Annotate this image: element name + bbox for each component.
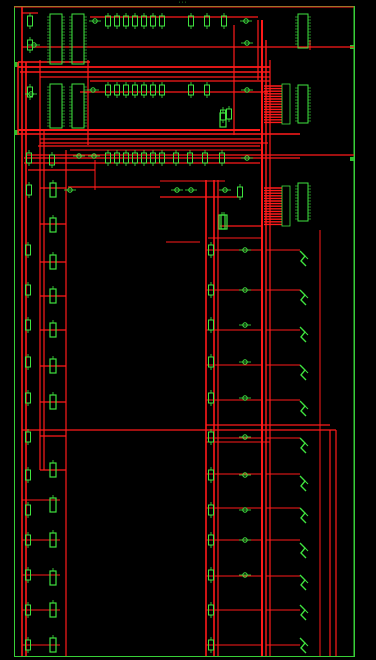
component-layer: [25, 13, 311, 653]
capacitor-body: [50, 571, 56, 585]
transistor-icon[interactable]: [300, 508, 308, 523]
ic-chip-icon[interactable]: [295, 14, 311, 48]
resistor-icon[interactable]: [189, 13, 194, 29]
resistor-icon[interactable]: [209, 390, 214, 406]
transistor-body: [300, 508, 306, 523]
resistor-body: [160, 85, 165, 95]
resistor-icon[interactable]: [124, 13, 129, 29]
resistor-body: [209, 432, 214, 442]
resistor-body: [133, 85, 138, 95]
resistor-icon[interactable]: [209, 467, 214, 483]
resistor-body: [189, 85, 194, 95]
ic-body: [298, 14, 308, 48]
ic-chip-icon[interactable]: [47, 84, 65, 128]
diode-icon[interactable]: [239, 248, 251, 252]
transistor-body: [300, 290, 306, 305]
resistor-icon[interactable]: [189, 82, 194, 98]
capacitor-icon[interactable]: [50, 286, 56, 303]
connector-body: [282, 84, 290, 124]
diode-icon[interactable]: [185, 188, 197, 192]
diode-icon[interactable]: [171, 188, 183, 192]
capacitor-body: [50, 218, 56, 232]
capacitor-icon[interactable]: [50, 252, 56, 269]
resistor-icon[interactable]: [209, 567, 214, 583]
transistor-icon[interactable]: [300, 438, 308, 453]
window-title: ···: [178, 0, 188, 6]
ic-chip-icon[interactable]: [295, 85, 311, 123]
resistor-icon[interactable]: [209, 502, 214, 518]
capacitor-icon[interactable]: [50, 600, 56, 617]
resistor-icon[interactable]: [124, 82, 129, 98]
ic-chip-icon[interactable]: [47, 14, 65, 64]
transistor-body: [300, 251, 306, 266]
resistor-icon[interactable]: [227, 106, 232, 122]
capacitor-icon[interactable]: [50, 460, 56, 477]
resistor-icon[interactable]: [160, 13, 165, 29]
resistor-body: [142, 85, 147, 95]
resistor-body: [209, 505, 214, 515]
capacitor-icon[interactable]: [50, 530, 56, 547]
transistor-emitter: [305, 370, 308, 373]
resistor-icon[interactable]: [209, 354, 214, 370]
capacitor-icon[interactable]: [50, 635, 56, 652]
diode-icon[interactable]: [240, 19, 252, 23]
diode-icon[interactable]: [241, 41, 253, 45]
transistor-icon[interactable]: [300, 365, 308, 380]
ic-body: [50, 14, 62, 64]
transistor-body: [300, 401, 306, 416]
transistor-body: [300, 638, 306, 653]
resistor-body: [115, 85, 120, 95]
transistor-icon[interactable]: [300, 251, 308, 266]
diode-icon[interactable]: [219, 188, 231, 192]
capacitor-icon[interactable]: [50, 392, 56, 409]
resistor-icon[interactable]: [27, 182, 32, 198]
transistor-body: [300, 365, 306, 380]
resistor-icon[interactable]: [160, 82, 165, 98]
transistor-emitter: [305, 481, 308, 484]
resistor-body: [238, 187, 243, 197]
transistor-emitter: [305, 548, 308, 551]
ic-chip-icon[interactable]: [69, 84, 87, 128]
transistor-body: [300, 327, 306, 342]
resistor-icon[interactable]: [209, 429, 214, 445]
resistor-icon[interactable]: [205, 13, 210, 29]
resistor-icon[interactable]: [28, 13, 33, 29]
transistor-icon[interactable]: [300, 605, 308, 620]
diode-icon[interactable]: [239, 288, 251, 292]
transistor-body: [300, 438, 306, 453]
connector-icon[interactable]: [264, 84, 290, 124]
connector-body: [282, 186, 290, 226]
resistor-body: [28, 16, 33, 26]
resistor-icon[interactable]: [221, 107, 226, 123]
resistor-icon[interactable]: [106, 13, 111, 29]
transistor-emitter: [305, 643, 308, 646]
transistor-icon[interactable]: [300, 290, 308, 305]
transistor-emitter: [305, 406, 308, 409]
transistor-emitter: [305, 513, 308, 516]
connector-icon[interactable]: [264, 186, 290, 226]
transistor-icon[interactable]: [300, 401, 308, 416]
diode-icon[interactable]: [89, 19, 101, 23]
resistor-body: [27, 185, 32, 195]
transistor-body: [300, 543, 306, 558]
resistor-body: [124, 85, 129, 95]
resistor-icon[interactable]: [133, 82, 138, 98]
transistor-icon[interactable]: [300, 638, 308, 653]
ic-body: [72, 84, 84, 128]
resistor-icon[interactable]: [209, 317, 214, 333]
capacitor-body: [50, 183, 56, 197]
resistor-body: [227, 109, 232, 119]
ic-body: [50, 84, 62, 128]
resistor-body: [151, 85, 156, 95]
resistor-body: [209, 570, 214, 580]
transistor-icon[interactable]: [300, 327, 308, 342]
transistor-emitter: [305, 580, 308, 583]
transistor-emitter: [305, 443, 308, 446]
ic-body: [298, 85, 308, 123]
transistor-emitter: [305, 610, 308, 613]
ic-body: [298, 183, 308, 221]
resistor-icon[interactable]: [205, 82, 210, 98]
transistor-icon[interactable]: [300, 575, 308, 590]
ic-chip-icon[interactable]: [295, 183, 311, 221]
resistor-icon[interactable]: [142, 82, 147, 98]
diode-icon[interactable]: [239, 323, 251, 327]
resistor-icon[interactable]: [115, 13, 120, 29]
diode-icon[interactable]: [241, 156, 253, 160]
resistor-icon[interactable]: [115, 82, 120, 98]
capacitor-icon[interactable]: [50, 495, 56, 512]
resistor-body: [205, 85, 210, 95]
transistor-icon[interactable]: [300, 476, 308, 491]
resistor-icon[interactable]: [238, 184, 243, 200]
resistor-body: [106, 85, 111, 95]
resistor-body: [209, 320, 214, 330]
resistor-icon[interactable]: [106, 82, 111, 98]
resistor-icon[interactable]: [151, 13, 156, 29]
transistor-body: [300, 575, 306, 590]
resistor-icon[interactable]: [151, 82, 156, 98]
resistor-icon[interactable]: [142, 13, 147, 29]
ic-body: [72, 14, 84, 64]
resistor-icon[interactable]: [222, 13, 227, 29]
ic-chip-icon[interactable]: [69, 14, 87, 64]
diode-icon[interactable]: [239, 360, 251, 364]
resistor-icon[interactable]: [133, 13, 138, 29]
diode-icon[interactable]: [239, 538, 251, 542]
port-right-2[interactable]: [350, 157, 354, 161]
transistor-emitter: [305, 256, 308, 259]
capacitor-icon[interactable]: [50, 356, 56, 373]
capacitor-body: [219, 215, 225, 229]
wire-layer: [14, 7, 354, 656]
transistor-icon[interactable]: [300, 543, 308, 558]
capacitor-icon[interactable]: [50, 568, 56, 585]
resistor-body: [209, 470, 214, 480]
resistor-body: [209, 393, 214, 403]
capacitor-body: [221, 215, 227, 229]
transistor-body: [300, 605, 306, 620]
capacitor-icon[interactable]: [50, 320, 56, 337]
transistor-emitter: [305, 332, 308, 335]
transistor-body: [300, 476, 306, 491]
transistor-emitter: [305, 295, 308, 298]
